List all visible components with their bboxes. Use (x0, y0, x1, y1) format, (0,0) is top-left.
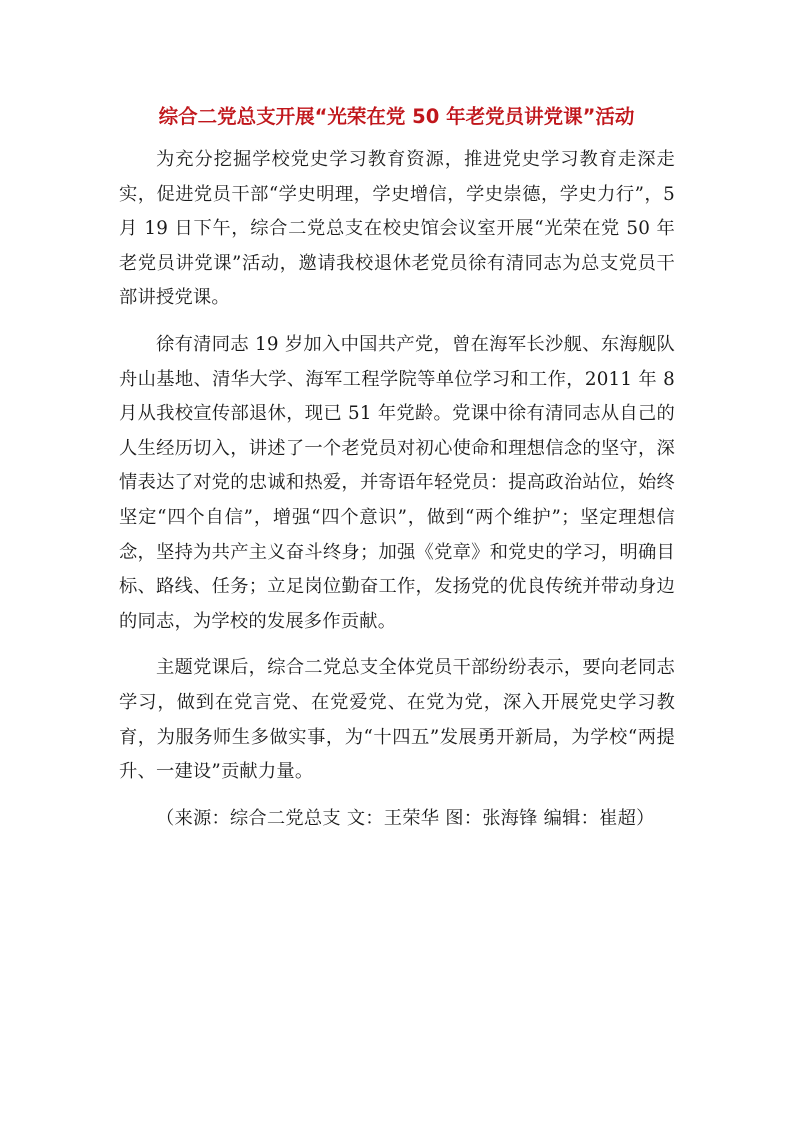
paragraph: 为充分挖掘学校党史学习教育资源，推进党史学习教育走深走实，促进党员干部“学史明理，学史增信，学史崇德，学史力行”，5 月 19 日下午，综合二党总支在校史馆会议室开展“光荣在党 50 年老党员讲党课”活动，邀请我校退休老党员徐有清同志为总支党员干部讲授党课。 (119, 149, 675, 309)
paragraph: 徐有清同志 19 岁加入中国共产党，曾在海军长沙舰、东海舰队舟山基地、清华大学、海军工程学院等单位学习和工作，2011 年 8 月从我校宣传部退休，现已 51 年党龄。党课中徐有清同志从自己的人生经历切入，讲述了一个老党员对初心使命和理想信念的坚守，深情表达了对党的忠诚和热爱，并寄语年轻党员：提高政治站位，始终坚定“四个自信”，增强“四个意识”，做到“两个维护”；坚定理想信念，坚持为共产主义奋斗终身；加强《党章》和党史的学习，明确目标、路线、任务；立足岗位勤奋工作，发扬党的优良传统并带动身边的同志，为学校的发展多作贡献。 (119, 333, 675, 632)
document-title: 综合二党总支开展“光荣在党 50 年老党员讲党课”活动 (158, 105, 635, 128)
source-credit-line: （来源：综合二党总支 文：王荣华 图：张海锋 编辑：崔超） (156, 807, 655, 829)
document-body (119, 143, 675, 836)
paragraph: 主题党课后，综合二党总支全体党员干部纷纷表示，要向老同志学习，做到在党言党、在党爱党、在党为党，深入开展党史学习教育，为服务师生多做实事，为“十四五”发展勇开新局，为学校“两提升、一建设”贡献力量。 (119, 657, 675, 783)
